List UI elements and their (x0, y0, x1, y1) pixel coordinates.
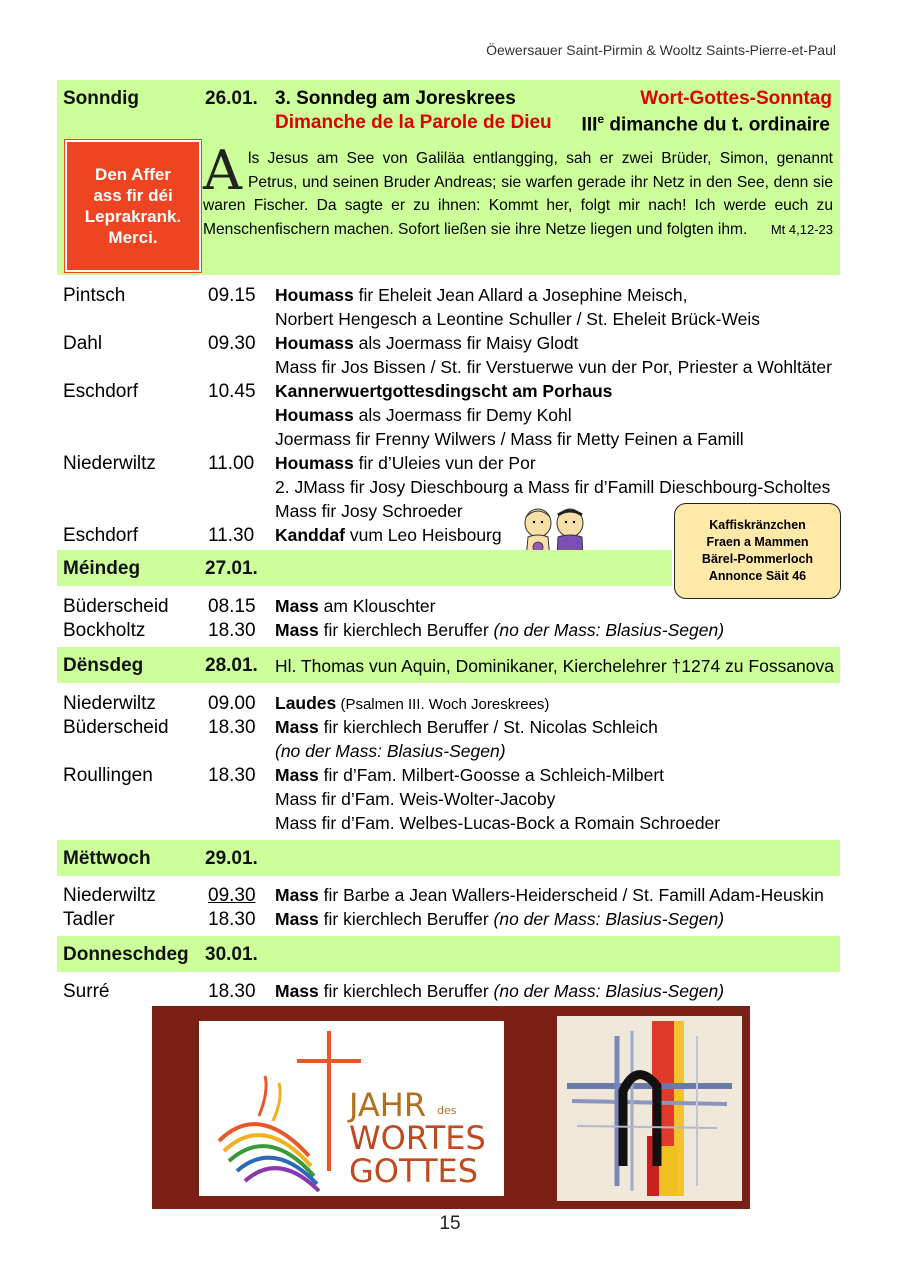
tuesday-note: Hl. Thomas vun Aquin, Dominikaner, Kierchelehrer †1274 zu Fossanova (275, 656, 835, 676)
gospel-text (203, 139, 833, 241)
monday-date: 27.01. (205, 558, 258, 579)
kaffi-line: Bärel-Pommerloch (701, 552, 814, 566)
entry-line: Mass am Klouschter (275, 596, 436, 616)
time-label: 09.30 (208, 333, 256, 354)
gospel-reference: Mt 4,12-23 (770, 221, 833, 237)
logo-word-2: WORTES (349, 1119, 486, 1157)
logo-graphic (199, 1021, 504, 1196)
place-label: Dahl (63, 333, 103, 354)
entry-line: Laudes (Psalmen III. Woch Joreskrees) (275, 693, 550, 713)
page-header: Öewersauer Saint-Pirmin & Wooltz Saints-Pierre-et-Paul (486, 42, 836, 58)
offering-line: ass fir déi (93, 186, 173, 205)
entry-line: 2. JMass fir Josy Dieschbourg a Mass fir d’Famill Dieschbourg-Scholtes (275, 477, 831, 497)
time-label: 09.00 (208, 693, 256, 714)
tuesday-date: 28.01. (205, 655, 258, 676)
monday-day: Méindeg (63, 558, 141, 579)
entry-line: Mass fir d’Fam. Weis-Wolter-Jacoby (275, 789, 556, 809)
wednesday-band (57, 840, 840, 876)
time-label: 18.30 (208, 620, 256, 641)
entry-line: Mass fir kierchlech Beruffer (no der Mass: Blasius-Segen) (275, 909, 725, 929)
wednesday-date: 29.01. (205, 848, 258, 869)
place-label: Roullingen (63, 765, 153, 786)
time-label: 18.30 (208, 981, 256, 1002)
artwork-graphic (557, 1016, 742, 1201)
entry-line: Houmass als Joermass fir Demy Kohl (275, 405, 572, 425)
sunday-tag: Wort-Gottes-Sonntag (640, 88, 832, 109)
time-label: 18.30 (208, 909, 256, 930)
entry-line: Mass fir d’Fam. Welbes-Lucas-Bock a Romain Schroeder (275, 813, 721, 833)
sunday-day: Sonndig (63, 88, 139, 109)
sunday-title: 3. Sonndeg am Joreskrees (275, 88, 516, 109)
offering-line: Merci. (108, 228, 158, 247)
offering-box (65, 140, 201, 272)
place-label: Tadler (63, 909, 115, 930)
place-label: Büderscheid (63, 717, 169, 738)
gospel-initial: A (203, 139, 242, 202)
wednesday-day: Mëttwoch (63, 848, 151, 869)
time-label: 10.45 (208, 381, 256, 402)
entry-line: Houmass fir Eheleit Jean Allard a Josephine Meisch, (275, 285, 688, 305)
logo-word-1: JAHR (349, 1086, 427, 1124)
sunday-date: 26.01. (205, 88, 258, 109)
jahr-des-wortes-gottes-logo (199, 1021, 504, 1196)
entry-line: Norbert Hengesch a Leontine Schuller / St. Eheleit Brück-Weis (275, 309, 761, 329)
page-number: 15 (439, 1213, 461, 1234)
sunday-ordinal: IIIe dimanche du t. ordinaire (581, 112, 830, 136)
place-label: Eschdorf (63, 525, 138, 546)
place-label: Niederwiltz (63, 453, 156, 474)
entry-line: Kannerwuertgottesdingscht am Porhaus (275, 381, 613, 401)
time-label: 11.30 (208, 525, 255, 546)
logo-word-3: GOTTES (349, 1152, 479, 1190)
place-label: Niederwiltz (63, 693, 156, 714)
place-label: Niederwiltz (63, 885, 156, 906)
entry-line: Mass fir kierchlech Beruffer (no der Mass: Blasius-Segen) (275, 981, 725, 1001)
sunday-subtitle-fr: Dimanche de la Parole de Dieu (275, 112, 552, 133)
time-label: 18.30 (208, 717, 256, 738)
place-label: Büderscheid (63, 596, 169, 617)
thursday-day: Donneschdeg (63, 944, 189, 965)
entry-line: Mass fir Jos Bissen / St. fir Verstuerwe vun der Por, Priester a Wohltäter (275, 357, 832, 377)
kaffi-announcement (674, 503, 841, 599)
abstract-cross-artwork (557, 1016, 742, 1201)
logo-word-des: des (437, 1104, 457, 1117)
entry-line: Mass fir d’Fam. Milbert-Goosse a Schleich-Milbert (275, 765, 665, 785)
thursday-date: 30.01. (205, 944, 258, 965)
kaffi-line: Kaffiskränzchen (709, 518, 806, 532)
place-label: Eschdorf (63, 381, 138, 402)
place-label: Surré (63, 981, 110, 1002)
entry-line: Joermass fir Frenny Wilwers / Mass fir Metty Feinen a Famill (275, 429, 744, 449)
entry-line: Mass fir Barbe a Jean Wallers-Heiderscheid / St. Famill Adam-Heuskin (275, 885, 824, 905)
kaffi-line: Fraen a Mammen (706, 535, 809, 549)
monday-band (57, 550, 672, 586)
tuesday-day: Dënsdeg (63, 655, 144, 676)
offering-line: Leprakrank. (84, 207, 182, 226)
time-label: 08.15 (208, 596, 256, 617)
entry-line: Houmass fir d’Uleies vun der Por (275, 453, 536, 473)
time-label: 09.15 (208, 285, 256, 306)
time-label: 09.30 (208, 885, 256, 906)
entry-line: Mass fir Josy Schroeder (275, 501, 463, 521)
entry-line: (no der Mass: Blasius-Segen) (275, 741, 506, 761)
gospel-body: ls Jesus am See von Galiläa entlangging, sah er zwei Brüder, Simon, genannt Petrus, und seinen Bruder Andreas; sie warfen gerade ihr Netz in den See, denn sie waren Fischer. Da sagte er zu ihnen: Kommt her, folgt mir nach! Ich werde euch zu Menschenfischern machen. Sofort ließen sie ihre Netze liegen und folgten ihm. (203, 150, 833, 238)
offering-line: Den Affer (95, 165, 171, 184)
entry-line: Houmass als Joermass fir Maisy Glodt (275, 333, 579, 353)
entry-line: Mass fir kierchlech Beruffer / St. Nicolas Schleich (275, 717, 658, 737)
kaffi-line: Annonce Säit 46 (708, 569, 807, 583)
place-label: Pintsch (63, 285, 126, 306)
place-label: Bockholtz (63, 620, 146, 641)
entry-line: Mass fir kierchlech Beruffer (no der Mass: Blasius-Segen) (275, 620, 725, 640)
time-label: 11.00 (208, 453, 255, 474)
entry-line: Kanddaf vum Leo Heisbourg (275, 525, 502, 545)
time-label: 18.30 (208, 765, 256, 786)
